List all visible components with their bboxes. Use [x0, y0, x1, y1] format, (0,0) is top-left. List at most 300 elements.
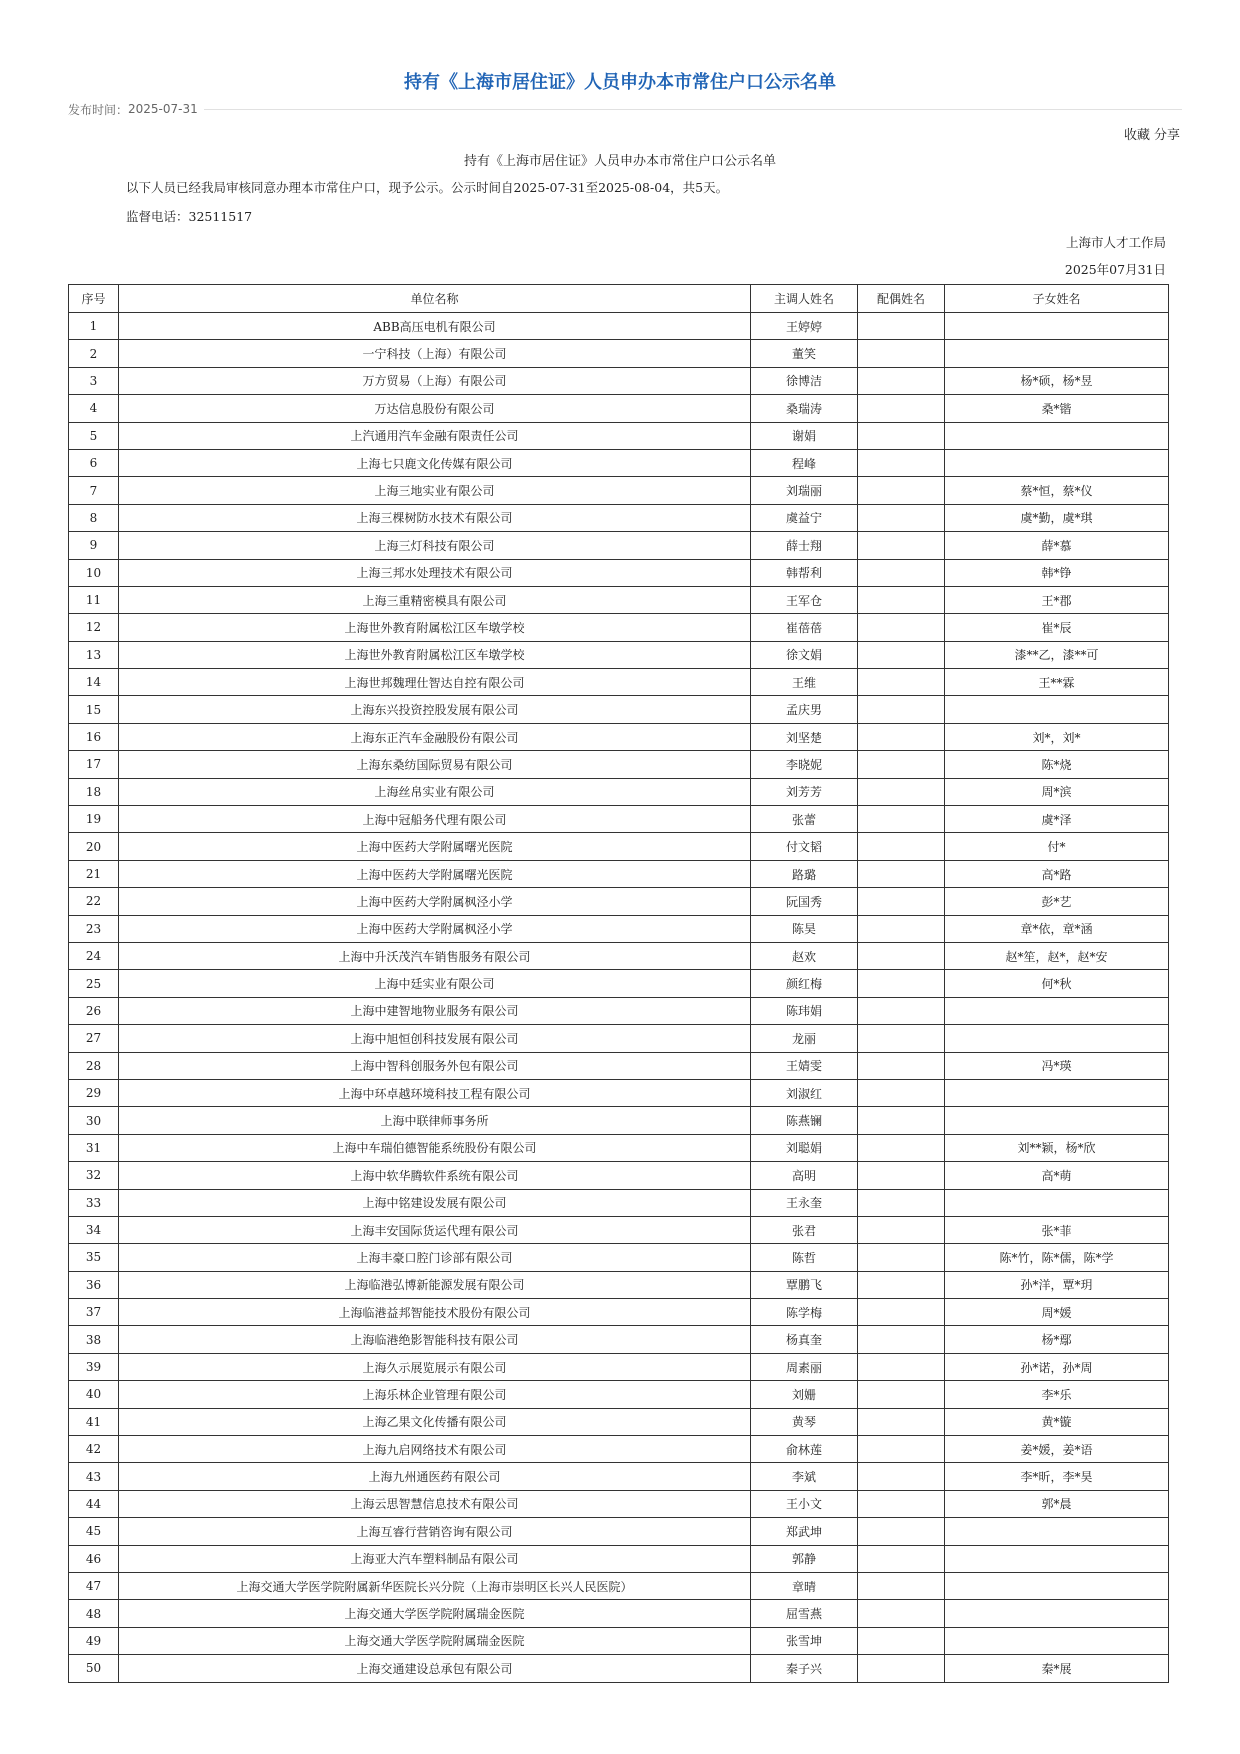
cell-applicant: 李晓妮	[751, 751, 858, 778]
cell-company: 上汽通用汽车金融有限责任公司	[119, 422, 751, 449]
table-row	[69, 1518, 1169, 1545]
cell-spouse	[858, 1107, 945, 1134]
cell-spouse	[858, 1655, 945, 1682]
cell-company: 上海中医药大学附属枫泾小学	[119, 915, 751, 942]
cell-index: 34	[69, 1216, 119, 1243]
cell-index: 4	[69, 395, 119, 422]
table-row	[69, 942, 1169, 969]
cell-spouse	[858, 915, 945, 942]
table-row	[69, 860, 1169, 887]
cell-children: 李*乐	[945, 1381, 1169, 1408]
cell-applicant: 薛士翔	[751, 532, 858, 559]
cell-index: 18	[69, 778, 119, 805]
cell-company: 万方贸易（上海）有限公司	[119, 367, 751, 394]
cell-spouse	[858, 751, 945, 778]
cell-children: 周*滨	[945, 778, 1169, 805]
cell-spouse	[858, 1353, 945, 1380]
cell-company: 上海互睿行营销咨询有限公司	[119, 1518, 751, 1545]
cell-spouse	[858, 1326, 945, 1353]
cell-children: 黄*镟	[945, 1408, 1169, 1435]
table-row	[69, 669, 1169, 696]
cell-company: 万达信息股份有限公司	[119, 395, 751, 422]
cell-children: 姜*媛，姜*语	[945, 1436, 1169, 1463]
table-row	[69, 1545, 1169, 1572]
cell-company: 上海中医药大学附属曙光医院	[119, 860, 751, 887]
cell-applicant: 陈昊	[751, 915, 858, 942]
cell-spouse	[858, 997, 945, 1024]
cell-company: 上海丰豪口腔门诊部有限公司	[119, 1244, 751, 1271]
cell-index: 2	[69, 340, 119, 367]
cell-spouse	[858, 1490, 945, 1517]
cell-index: 3	[69, 367, 119, 394]
cell-company: 上海中医药大学附属曙光医院	[119, 833, 751, 860]
cell-children: 冯*瑛	[945, 1052, 1169, 1079]
cell-spouse	[858, 696, 945, 723]
table-row	[69, 888, 1169, 915]
cell-applicant: 孟庆男	[751, 696, 858, 723]
cell-index: 5	[69, 422, 119, 449]
cell-company: 上海中廷实业有限公司	[119, 970, 751, 997]
cell-company: 上海九启网络技术有限公司	[119, 1436, 751, 1463]
cell-company: 上海东兴投资控股发展有限公司	[119, 696, 751, 723]
cell-index: 41	[69, 1408, 119, 1435]
roster-table	[68, 284, 1169, 1683]
cell-children: 蔡*恒，蔡*仪	[945, 477, 1169, 504]
cell-index: 36	[69, 1271, 119, 1298]
cell-index: 37	[69, 1299, 119, 1326]
cell-company: 上海临港益邦智能技术股份有限公司	[119, 1299, 751, 1326]
article-actions	[1124, 124, 1180, 143]
cell-index: 29	[69, 1079, 119, 1106]
cell-index: 39	[69, 1353, 119, 1380]
cell-children: 高*路	[945, 860, 1169, 887]
cell-applicant: 程峰	[751, 449, 858, 476]
cell-applicant: 陈燕镧	[751, 1107, 858, 1134]
cell-spouse	[858, 1463, 945, 1490]
table-row	[69, 641, 1169, 668]
table-row	[69, 806, 1169, 833]
cell-index: 21	[69, 860, 119, 887]
cell-children: 郭*晨	[945, 1490, 1169, 1517]
cell-children: 王**霖	[945, 669, 1169, 696]
cell-applicant: 郭静	[751, 1545, 858, 1572]
cell-children	[945, 449, 1169, 476]
table-row	[69, 778, 1169, 805]
table-row	[69, 313, 1169, 340]
cell-children: 赵*笙，赵*，赵*安	[945, 942, 1169, 969]
cell-spouse	[858, 1436, 945, 1463]
cell-applicant: 颜红梅	[751, 970, 858, 997]
cell-company: 一宁科技（上海）有限公司	[119, 340, 751, 367]
cell-children: 陈*竹，陈*儒，陈*学	[945, 1244, 1169, 1271]
divider	[204, 109, 1182, 110]
cell-applicant: 谢娟	[751, 422, 858, 449]
cell-applicant: 秦子兴	[751, 1655, 858, 1682]
cell-applicant: 王维	[751, 669, 858, 696]
page-title: 持有《上海市居住证》人员申办本市常住户口公示名单	[404, 72, 836, 93]
cell-company: 上海三重精密模具有限公司	[119, 586, 751, 613]
cell-company: 上海中联律师事务所	[119, 1107, 751, 1134]
cell-company: 上海东正汽车金融股份有限公司	[119, 723, 751, 750]
cell-children	[945, 1107, 1169, 1134]
table-row	[69, 1271, 1169, 1298]
cell-company: 上海世外教育附属松江区车墩学校	[119, 614, 751, 641]
cell-index: 46	[69, 1545, 119, 1572]
cell-index: 42	[69, 1436, 119, 1463]
cell-index: 28	[69, 1052, 119, 1079]
cell-children: 刘*，刘*	[945, 723, 1169, 750]
cell-index: 38	[69, 1326, 119, 1353]
cell-applicant: 陈哲	[751, 1244, 858, 1271]
cell-company: 上海丰安国际货运代理有限公司	[119, 1216, 751, 1243]
cell-index: 48	[69, 1600, 119, 1627]
cell-children: 崔*辰	[945, 614, 1169, 641]
table-row	[69, 1381, 1169, 1408]
cell-spouse	[858, 504, 945, 531]
cell-company: 上海交通大学医学院附属瑞金医院	[119, 1627, 751, 1654]
publish-info	[68, 101, 1182, 117]
cell-applicant: 阮国秀	[751, 888, 858, 915]
table-row	[69, 1627, 1169, 1654]
cell-children: 付*	[945, 833, 1169, 860]
publish-date: 2025-07-31	[128, 102, 198, 116]
cell-children: 韩*铮	[945, 559, 1169, 586]
cell-children	[945, 422, 1169, 449]
cell-company: 上海中冠船务代理有限公司	[119, 806, 751, 833]
cell-children	[945, 1079, 1169, 1106]
cell-children: 杨*硕，杨*昱	[945, 367, 1169, 394]
cell-spouse	[858, 367, 945, 394]
table-header-row	[69, 285, 1169, 313]
cell-company: 上海中智科创服务外包有限公司	[119, 1052, 751, 1079]
cell-company: 上海中环卓越环境科技工程有限公司	[119, 1079, 751, 1106]
cell-spouse	[858, 477, 945, 504]
share-button[interactable]: 分享	[1153, 128, 1180, 143]
cell-index: 26	[69, 997, 119, 1024]
cell-company: 上海丝帛实业有限公司	[119, 778, 751, 805]
cell-children: 漆**乙，漆**可	[945, 641, 1169, 668]
header-children: 子女姓名	[945, 285, 1169, 313]
cell-children	[945, 1025, 1169, 1052]
cell-applicant: 付文韬	[751, 833, 858, 860]
cell-applicant: 董笑	[751, 340, 858, 367]
cell-index: 35	[69, 1244, 119, 1271]
cell-children: 章*依，章*涵	[945, 915, 1169, 942]
cell-company: 上海中软华腾软件系统有限公司	[119, 1162, 751, 1189]
cell-spouse	[858, 1299, 945, 1326]
cell-company: 上海世邦魏理仕智达自控有限公司	[119, 669, 751, 696]
cell-index: 9	[69, 532, 119, 559]
table-row	[69, 1299, 1169, 1326]
cell-applicant: 俞林莲	[751, 1436, 858, 1463]
cell-applicant: 覃鹏飞	[751, 1271, 858, 1298]
cell-applicant: 路璐	[751, 860, 858, 887]
header-index: 序号	[69, 285, 119, 313]
cell-spouse	[858, 313, 945, 340]
table-row	[69, 367, 1169, 394]
cell-children: 高*萌	[945, 1162, 1169, 1189]
cell-spouse	[858, 1600, 945, 1627]
cell-index: 15	[69, 696, 119, 723]
cell-applicant: 王永奎	[751, 1189, 858, 1216]
cell-applicant: 韩帮利	[751, 559, 858, 586]
cell-index: 49	[69, 1627, 119, 1654]
cell-applicant: 刘淑红	[751, 1079, 858, 1106]
cell-index: 16	[69, 723, 119, 750]
table-row	[69, 1189, 1169, 1216]
cell-children	[945, 313, 1169, 340]
cell-spouse	[858, 422, 945, 449]
cell-spouse	[858, 1572, 945, 1599]
cell-index: 11	[69, 586, 119, 613]
cell-spouse	[858, 1079, 945, 1106]
cell-spouse	[858, 449, 945, 476]
cell-applicant: 王小文	[751, 1490, 858, 1517]
cell-index: 19	[69, 806, 119, 833]
cell-spouse	[858, 1408, 945, 1435]
table-row	[69, 696, 1169, 723]
cell-index: 45	[69, 1518, 119, 1545]
cell-children: 虞*勤，虞*琪	[945, 504, 1169, 531]
cell-children: 周*媛	[945, 1299, 1169, 1326]
cell-company: 上海九州通医药有限公司	[119, 1463, 751, 1490]
table-row	[69, 1353, 1169, 1380]
table-row	[69, 1216, 1169, 1243]
cell-applicant: 龙丽	[751, 1025, 858, 1052]
cell-children: 彭*艺	[945, 888, 1169, 915]
cell-children	[945, 340, 1169, 367]
table-body	[69, 313, 1169, 1683]
table-row	[69, 1436, 1169, 1463]
notice-intro: 以下人员已经我局审核同意办理本市常住户口，现予公示。公示时间自2025-07-31至2025-08-04，共5天。	[126, 180, 729, 195]
header-applicant: 主调人姓名	[751, 285, 858, 313]
cell-spouse	[858, 559, 945, 586]
cell-children: 李*昕，李*昊	[945, 1463, 1169, 1490]
cell-company: 上海临港绝影智能科技有限公司	[119, 1326, 751, 1353]
table-row	[69, 340, 1169, 367]
cell-children: 虞*泽	[945, 806, 1169, 833]
table-row	[69, 614, 1169, 641]
cell-applicant: 王婷婷	[751, 313, 858, 340]
cell-spouse	[858, 833, 945, 860]
cell-spouse	[858, 395, 945, 422]
cell-applicant: 徐文娟	[751, 641, 858, 668]
cell-spouse	[858, 1216, 945, 1243]
cell-company: 上海中升沃茂汽车销售服务有限公司	[119, 942, 751, 969]
cell-index: 33	[69, 1189, 119, 1216]
cell-children	[945, 997, 1169, 1024]
table-row	[69, 1244, 1169, 1271]
cell-spouse	[858, 1134, 945, 1161]
cell-company: 上海中铭建设发展有限公司	[119, 1189, 751, 1216]
issue-date: 2025年07月31日	[1064, 262, 1166, 277]
cell-index: 31	[69, 1134, 119, 1161]
cell-applicant: 高明	[751, 1162, 858, 1189]
table-row	[69, 559, 1169, 586]
cell-children	[945, 1189, 1169, 1216]
cell-children: 孙*洋，覃*玥	[945, 1271, 1169, 1298]
cell-index: 22	[69, 888, 119, 915]
cell-index: 8	[69, 504, 119, 531]
cell-index: 30	[69, 1107, 119, 1134]
cell-applicant: 张雪坤	[751, 1627, 858, 1654]
cell-index: 17	[69, 751, 119, 778]
cell-index: 32	[69, 1162, 119, 1189]
cell-company: 上海中医药大学附属枫泾小学	[119, 888, 751, 915]
cell-applicant: 刘聪娟	[751, 1134, 858, 1161]
cell-applicant: 虞益宁	[751, 504, 858, 531]
table-row	[69, 1107, 1169, 1134]
cell-applicant: 王婧雯	[751, 1052, 858, 1079]
table-row	[69, 532, 1169, 559]
cell-company: 上海中建智地物业服务有限公司	[119, 997, 751, 1024]
cell-children: 张*菲	[945, 1216, 1169, 1243]
cell-children: 刘**颖，杨*欣	[945, 1134, 1169, 1161]
cell-applicant: 刘姗	[751, 1381, 858, 1408]
cell-spouse	[858, 1025, 945, 1052]
cell-company: 上海三灯科技有限公司	[119, 532, 751, 559]
cell-spouse	[858, 1518, 945, 1545]
table-row	[69, 477, 1169, 504]
cell-spouse	[858, 532, 945, 559]
cell-children: 桑*锴	[945, 395, 1169, 422]
cell-index: 1	[69, 313, 119, 340]
cell-company: 上海中旭恒创科技发展有限公司	[119, 1025, 751, 1052]
cell-company: 上海久示展览展示有限公司	[119, 1353, 751, 1380]
cell-applicant: 杨真奎	[751, 1326, 858, 1353]
cell-spouse	[858, 669, 945, 696]
cell-applicant: 王军仓	[751, 586, 858, 613]
cell-applicant: 徐博洁	[751, 367, 858, 394]
cell-applicant: 桑瑞涛	[751, 395, 858, 422]
cell-children: 何*秋	[945, 970, 1169, 997]
cell-children	[945, 1627, 1169, 1654]
cell-index: 40	[69, 1381, 119, 1408]
cell-spouse	[858, 723, 945, 750]
cell-index: 43	[69, 1463, 119, 1490]
cell-applicant: 崔蓓蓓	[751, 614, 858, 641]
cell-index: 27	[69, 1025, 119, 1052]
cell-company: 上海七只鹿文化传媒有限公司	[119, 449, 751, 476]
cell-applicant: 赵欢	[751, 942, 858, 969]
cell-children	[945, 1572, 1169, 1599]
cell-applicant: 张君	[751, 1216, 858, 1243]
cell-company: 上海交通建设总承包有限公司	[119, 1655, 751, 1682]
cell-spouse	[858, 1271, 945, 1298]
table-row	[69, 1134, 1169, 1161]
cell-spouse	[858, 1545, 945, 1572]
header-spouse: 配偶姓名	[858, 285, 945, 313]
table-row	[69, 833, 1169, 860]
supervision-phone: 监督电话：32511517	[126, 209, 253, 224]
cell-applicant: 刘芳芳	[751, 778, 858, 805]
cell-spouse	[858, 778, 945, 805]
cell-applicant: 黄琴	[751, 1408, 858, 1435]
table-row	[69, 1490, 1169, 1517]
table-row	[69, 751, 1169, 778]
cell-applicant: 刘坚楚	[751, 723, 858, 750]
cell-spouse	[858, 641, 945, 668]
cell-spouse	[858, 586, 945, 613]
table-row	[69, 422, 1169, 449]
cell-spouse	[858, 970, 945, 997]
cell-children: 秦*展	[945, 1655, 1169, 1682]
cell-index: 44	[69, 1490, 119, 1517]
cell-company: 上海三地实业有限公司	[119, 477, 751, 504]
table-row	[69, 1655, 1169, 1682]
cell-applicant: 陈学梅	[751, 1299, 858, 1326]
table-row	[69, 1162, 1169, 1189]
table-row	[69, 723, 1169, 750]
cell-spouse	[858, 1627, 945, 1654]
cell-spouse	[858, 614, 945, 641]
cell-applicant: 李斌	[751, 1463, 858, 1490]
cell-company: 上海东桑纺国际贸易有限公司	[119, 751, 751, 778]
cell-company: 上海交通大学医学院附属瑞金医院	[119, 1600, 751, 1627]
table-row	[69, 915, 1169, 942]
table-row	[69, 997, 1169, 1024]
table-row	[69, 1025, 1169, 1052]
cell-index: 12	[69, 614, 119, 641]
cell-children: 杨*鄢	[945, 1326, 1169, 1353]
favorite-button[interactable]: 收藏	[1123, 128, 1150, 143]
cell-company: 上海三邦水处理技术有限公司	[119, 559, 751, 586]
cell-company: 上海三棵树防水技术有限公司	[119, 504, 751, 531]
cell-spouse	[858, 888, 945, 915]
table-row	[69, 504, 1169, 531]
table-row	[69, 449, 1169, 476]
header-company: 单位名称	[119, 285, 751, 313]
cell-spouse	[858, 1052, 945, 1079]
cell-spouse	[858, 340, 945, 367]
cell-company: 上海乙果文化传播有限公司	[119, 1408, 751, 1435]
table-row	[69, 1052, 1169, 1079]
cell-children	[945, 1518, 1169, 1545]
cell-index: 24	[69, 942, 119, 969]
table-row	[69, 970, 1169, 997]
cell-children: 薛*慕	[945, 532, 1169, 559]
publish-label: 发布时间：	[68, 102, 129, 117]
cell-applicant: 张蕾	[751, 806, 858, 833]
notice-title: 持有《上海市居住证》人员申办本市常住户口公示名单	[463, 154, 776, 169]
cell-company: 上海临港弘博新能源发展有限公司	[119, 1271, 751, 1298]
table-row	[69, 586, 1169, 613]
cell-index: 6	[69, 449, 119, 476]
cell-spouse	[858, 942, 945, 969]
cell-applicant: 屈雪燕	[751, 1600, 858, 1627]
cell-company: 上海交通大学医学院附属新华医院长兴分院（上海市崇明区长兴人民医院）	[119, 1572, 751, 1599]
cell-spouse	[858, 1162, 945, 1189]
cell-spouse	[858, 860, 945, 887]
cell-children	[945, 696, 1169, 723]
cell-index: 50	[69, 1655, 119, 1682]
table-row	[69, 1408, 1169, 1435]
cell-company: 上海亚大汽车塑料制品有限公司	[119, 1545, 751, 1572]
cell-applicant: 郑武坤	[751, 1518, 858, 1545]
cell-children: 王*郡	[945, 586, 1169, 613]
cell-index: 13	[69, 641, 119, 668]
cell-applicant: 刘瑞丽	[751, 477, 858, 504]
cell-applicant: 周素丽	[751, 1353, 858, 1380]
cell-company: 上海中车瑞伯德智能系统股份有限公司	[119, 1134, 751, 1161]
cell-spouse	[858, 1244, 945, 1271]
cell-children	[945, 1545, 1169, 1572]
cell-children	[945, 1600, 1169, 1627]
table-row	[69, 1326, 1169, 1353]
cell-applicant: 陈玮娟	[751, 997, 858, 1024]
cell-children: 陈*烧	[945, 751, 1169, 778]
cell-index: 7	[69, 477, 119, 504]
